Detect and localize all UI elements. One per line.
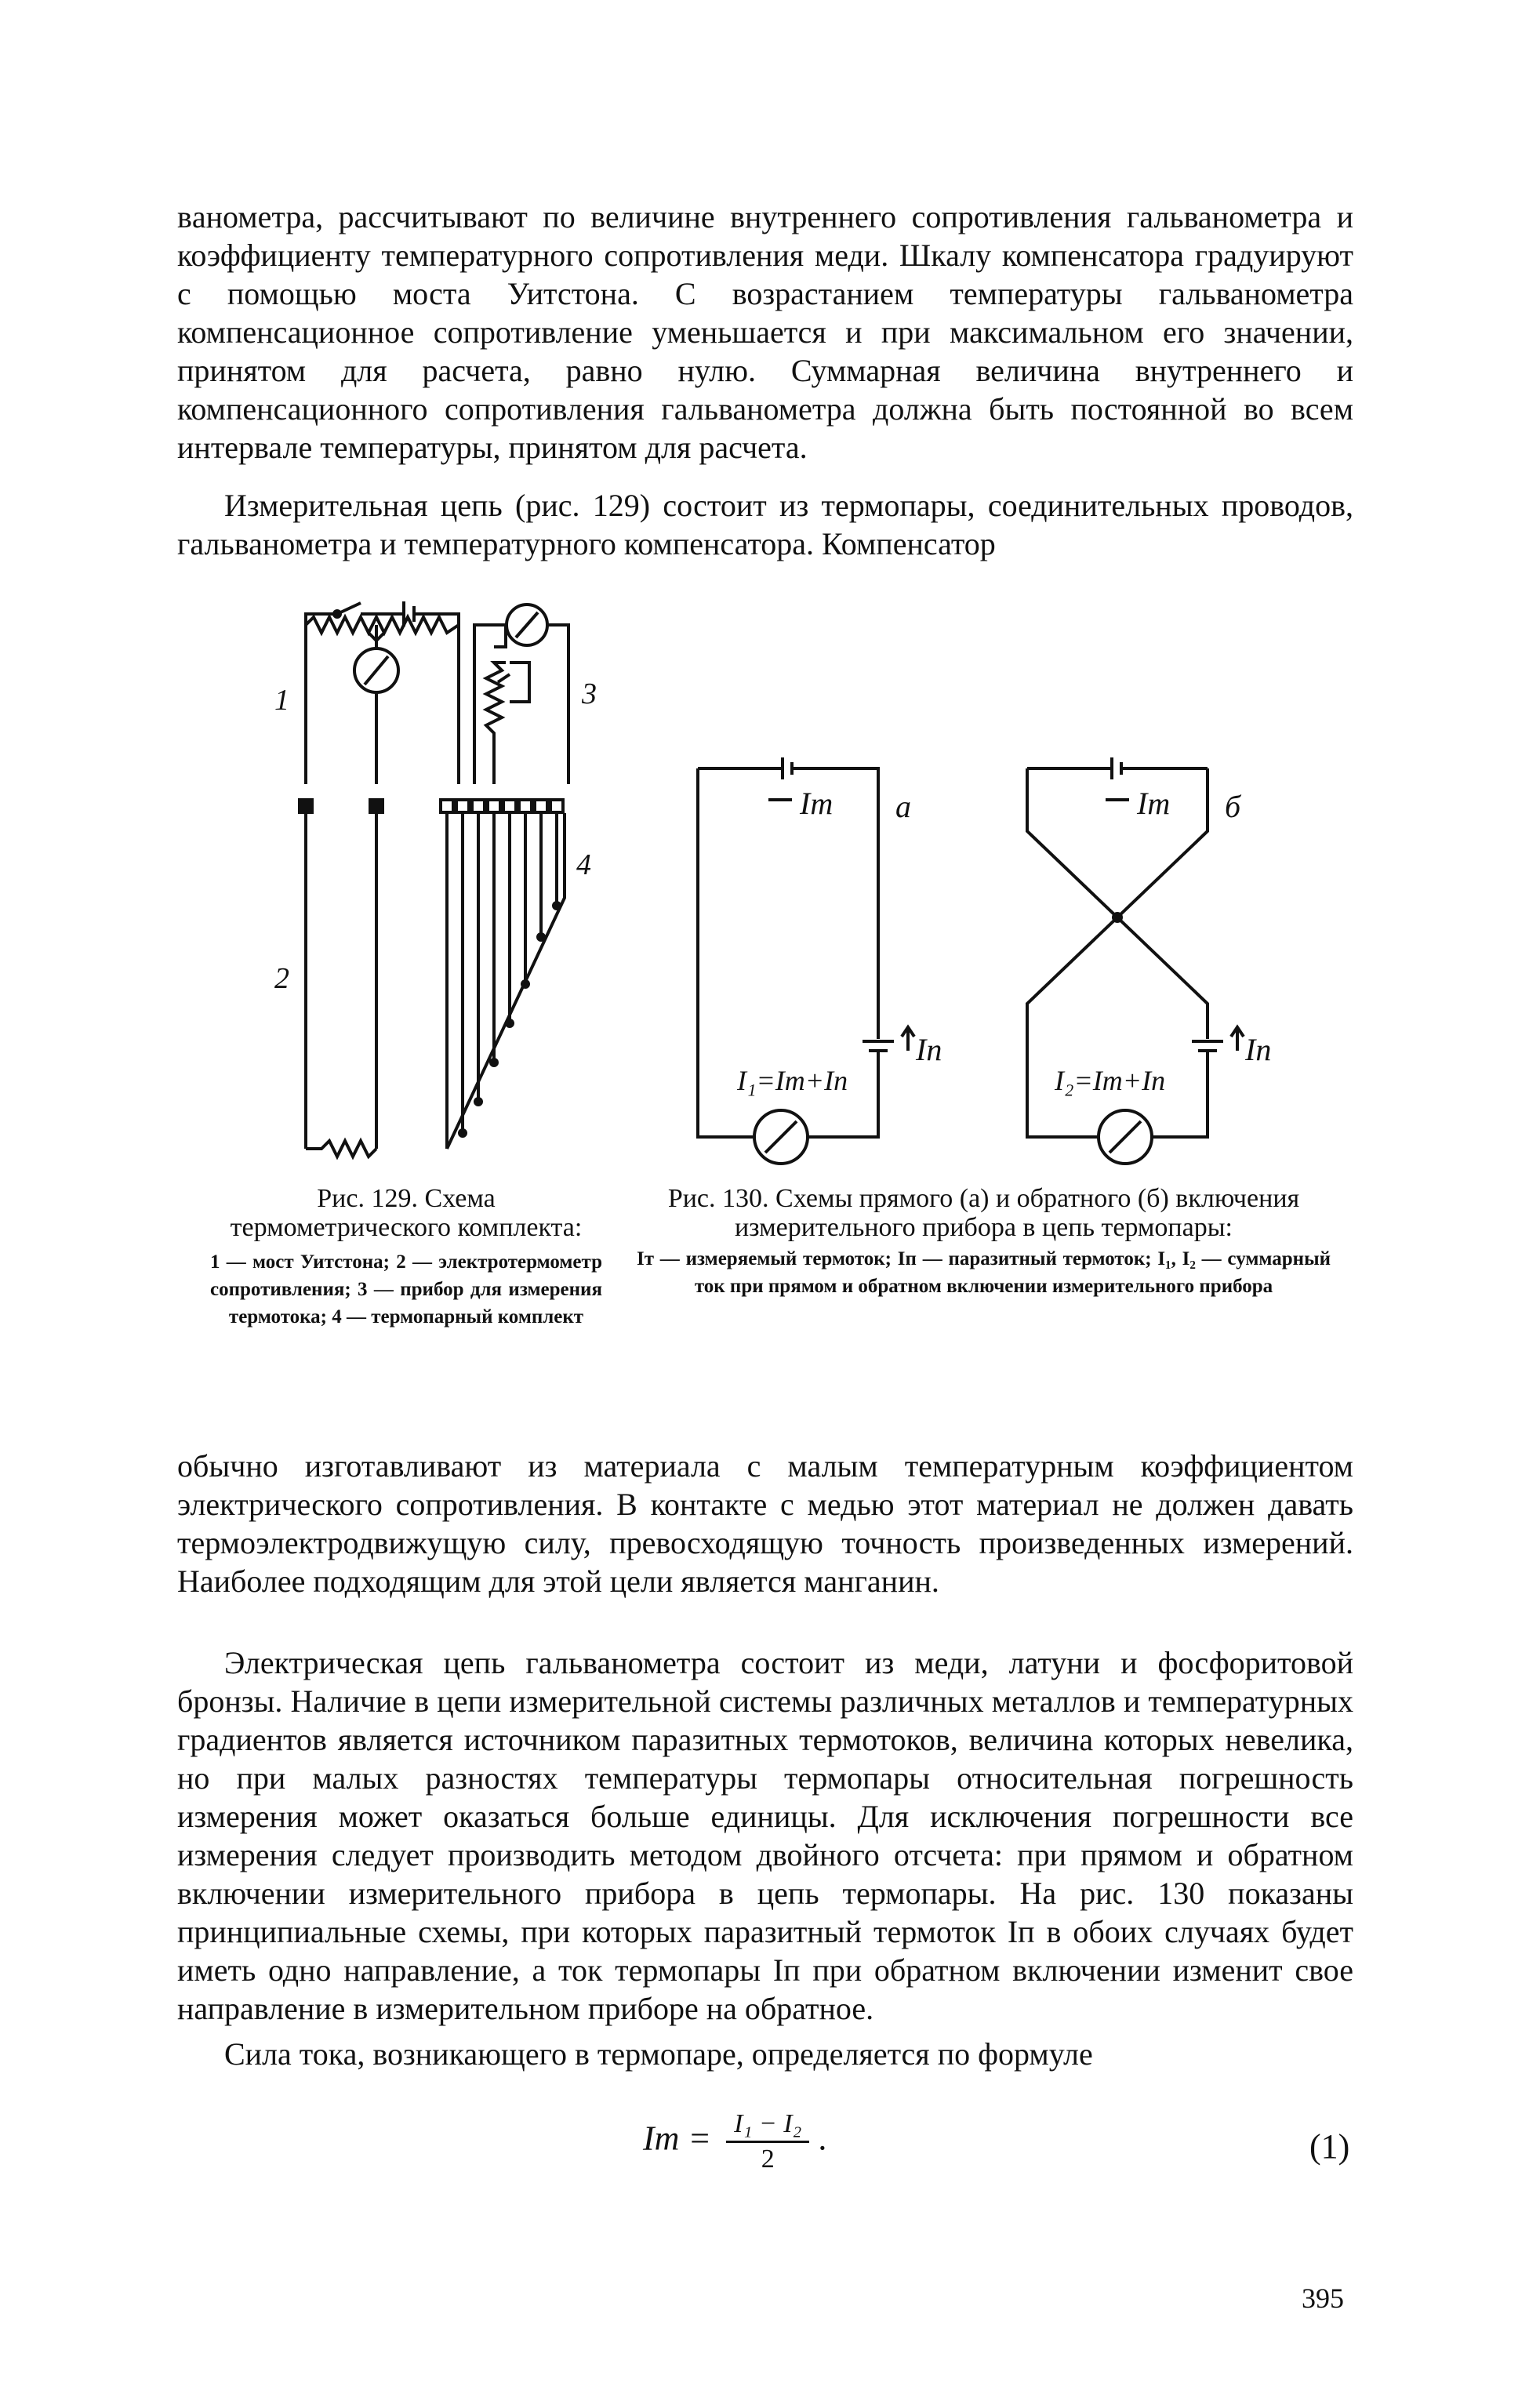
formula-fraction bbox=[726, 2109, 809, 2174]
equation-number: (1) bbox=[1309, 2127, 1350, 2166]
fig129-label-1: 1 bbox=[274, 684, 289, 717]
figure-130-caption-legend: Iт — измеряемый термоток; Iп — паразитный термоток; I₁, I₂ — суммарный ток при прямом и обратном включении измерительного прибора bbox=[637, 1248, 1331, 1297]
figure-129-caption bbox=[210, 1184, 602, 1331]
paragraph-3: обычно изготавливают из материала с малым температурным коэффициентом электрического сопротивления. В контакте с медью этот материал не должен давать термоэлектродвижущую силу, превосходящую точность произведенных измерений. Наиболее подходящим для этой цели является манганин. bbox=[177, 1448, 1353, 1599]
formula-tail: . bbox=[818, 2119, 827, 2158]
fig130b-current-it-label: Iт bbox=[1137, 786, 1171, 821]
figure-129-caption-legend: 1 — мост Уитстона; 2 — электротермометр сопротивления; 3 — прибор для измерения термотока; 4 — термопарный комплект bbox=[210, 1251, 602, 1327]
fig130b-equation-label: I₂=Iт+Iп bbox=[1055, 1065, 1166, 1096]
fig130a-current-in-label: Iп bbox=[916, 1032, 942, 1067]
formula-lhs: Iт = bbox=[643, 2119, 712, 2158]
fig130b-label-b: б bbox=[1225, 789, 1241, 824]
formula-1 bbox=[643, 2109, 826, 2174]
fig130b-current-in-label: Iп bbox=[1245, 1032, 1272, 1067]
paragraph-5: Сила тока, возникающего в термопаре, определяется по формуле bbox=[224, 2036, 1093, 2072]
figure-130b-reverse-connection-diagram bbox=[1019, 745, 1286, 1168]
fig129-label-4: 4 bbox=[576, 848, 591, 881]
paragraph-2: Измерительная цепь (рис. 129) состоит из термопары, соединительных проводов, гальванометра и температурного компенсатора. Компенсатор bbox=[177, 488, 1353, 561]
figure-130-caption-title: Рис. 130. Схемы прямого (а) и обратного (б) включения измерительного прибора в цепь термопары: bbox=[667, 1184, 1300, 1242]
fig130a-equation-label: I₁=Iт+Iп bbox=[737, 1065, 848, 1096]
fig130a-label-a: а bbox=[895, 789, 911, 824]
paragraph-1: вaнометра, рассчитывают по величине внутреннего сопротивления гальванометра и коэффициенту температурного сопротивления меди. Шкалу компенсатора градуируют с помощью моста Уитстона. С возрастанием температуры гальванометра компенсационное сопротивление уменьшается и при максимальном его значении, принятом для расчета, равно нулю. Суммарная величина внутреннего и компенсационного сопротивления гальванометра должна быть постоянной во всем интервале температуры, принятом для расчета. bbox=[177, 199, 1353, 465]
formula-denominator: 2 bbox=[761, 2145, 775, 2174]
figure-130-caption bbox=[637, 1184, 1331, 1300]
fig129-label-2: 2 bbox=[274, 962, 289, 995]
formula-numerator: I₁ − I₂ bbox=[726, 2109, 809, 2143]
figure-130a-direct-connection-diagram bbox=[690, 745, 949, 1168]
paragraph-4: Электрическая цепь гальванометра состоит из меди, латуни и фосфоритовой бронзы. Наличие в цепи измерительной системы различных металлов и температурных градиентов является источником паразитных термотоков, величина которых невелика, но при малых разностях температуры термопары относительная погрешность измерения может оказаться больше единицы. Для исключения погрешности все измерения следует производить методом двойного отсчета: при прямом и обратном включении измерительного прибора в цепь термопары. На рис. 130 показаны принципиальные схемы, при которых паразитный термоток Iп в обоих случаях будет иметь одно направление, а ток термопары Iп при обратном включении изменит свое направление в измерительном приборе на обратное. bbox=[177, 1645, 1353, 2026]
fig130a-current-it-label: Iт bbox=[800, 786, 834, 821]
fig129-label-3: 3 bbox=[582, 677, 597, 710]
figure-129-caption-title: Рис. 129. Схема термометрического комплекта: bbox=[230, 1184, 583, 1242]
figure-129-thermometric-kit-diagram bbox=[274, 592, 619, 1157]
page-number: 395 bbox=[1302, 2283, 1344, 2314]
